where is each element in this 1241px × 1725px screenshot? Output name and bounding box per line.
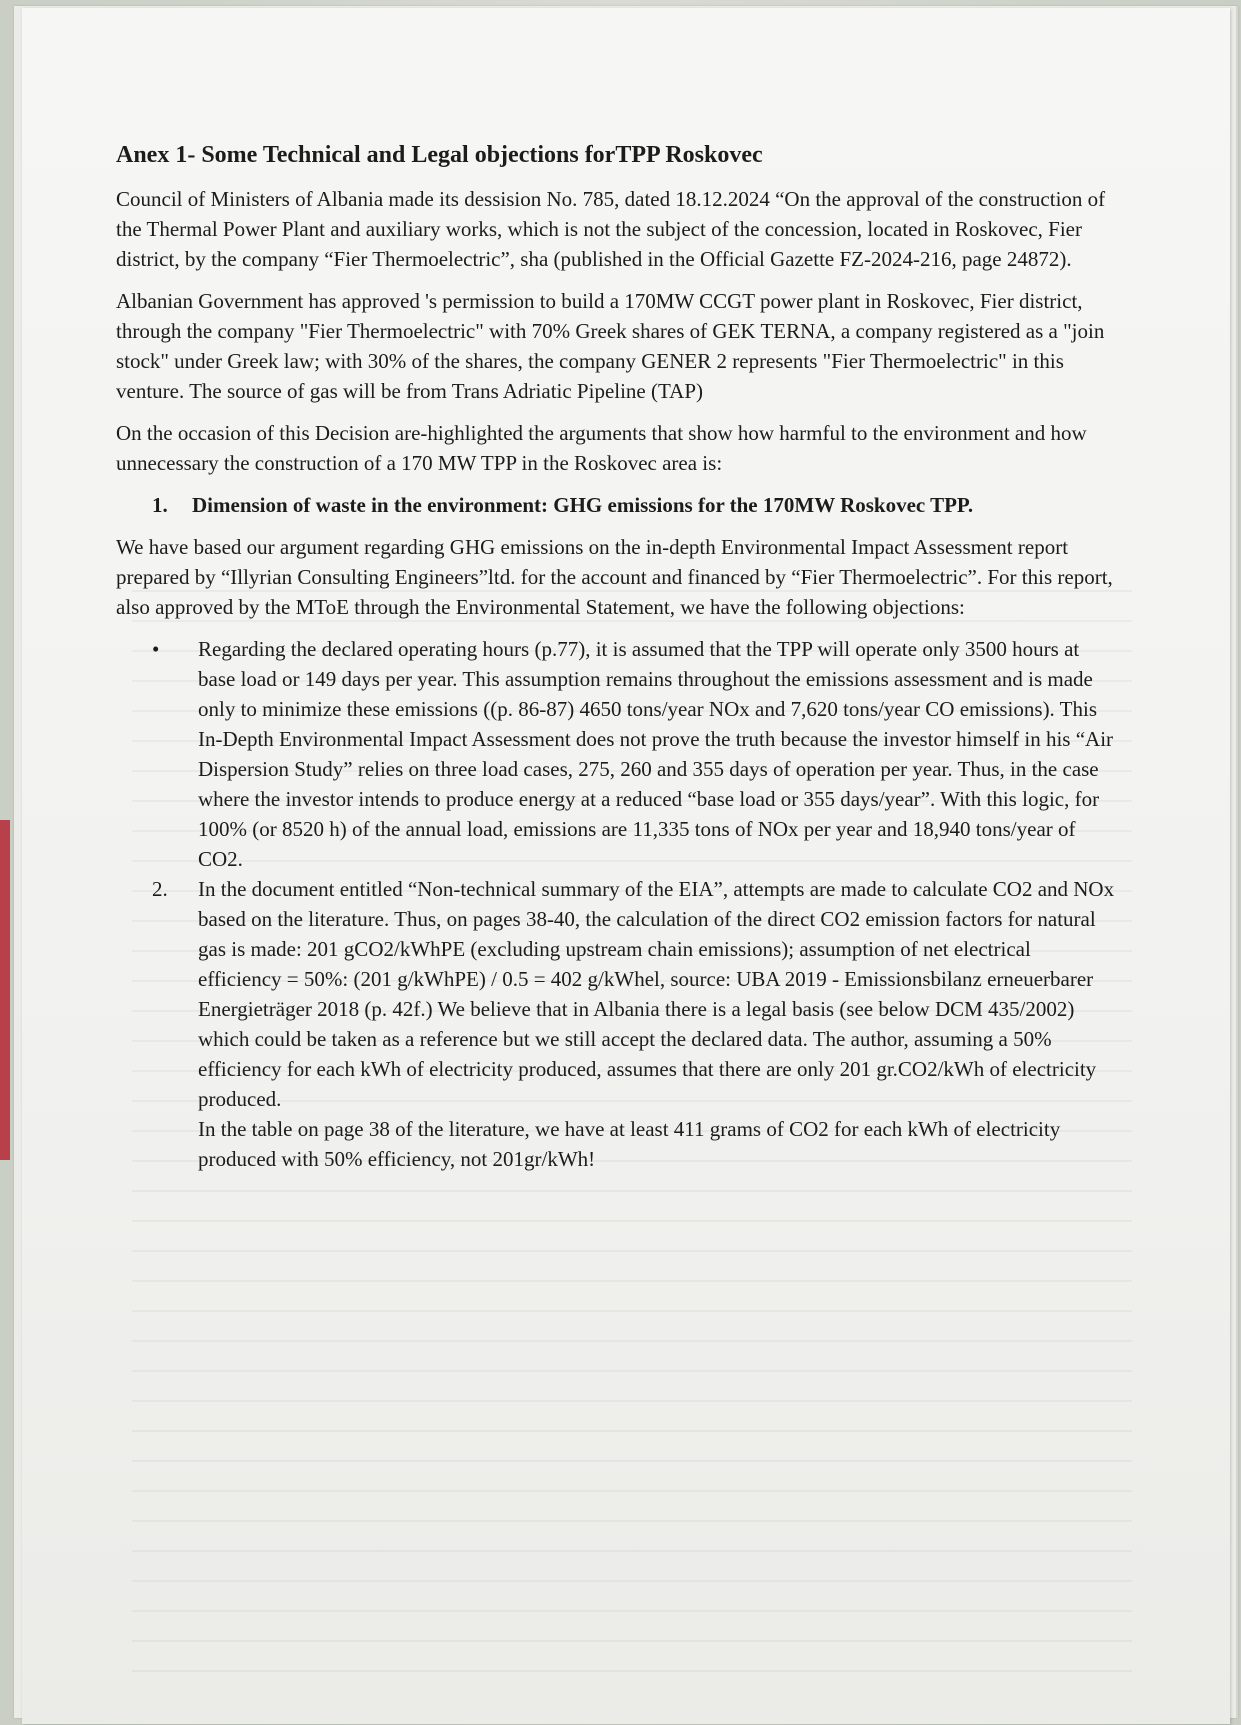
- bullet-list: [116, 634, 1116, 874]
- list-item: [116, 634, 1116, 874]
- section-heading-text: Dimension of waste in the environment: GHG emissions for the 170MW Roskovec TPP.: [192, 493, 974, 517]
- bullet-marker: •: [152, 637, 160, 661]
- section-heading: [116, 490, 1116, 520]
- paragraph-permission: Albanian Government has approved 's permission to build a 170MW CCGT power plant in Roskovec, Fier district, through the company "Fier Thermoelectric" with 70% Greek shares of GEK TERNA, a company registered as a "join stock" under Greek law; with 30% of the shares, the company GENER 2 represents "Fier Thermoelectric" in this venture. The source of gas will be from Trans Adriatic Pipeline (TAP): [116, 289, 1105, 403]
- paragraph-decision: Council of Ministers of Albania made its dessision No. 785, dated 18.12.2024 “On the approval of the construction of the Thermal Power Plant and auxiliary works, which is not the subject of the concession, located in Roskovec, Fier district, by the company “Fier Thermoelectric”, sha (published in the Official Gazette FZ-2024-216, page 24872).: [116, 187, 1106, 271]
- item-number: 2.: [152, 877, 168, 901]
- paragraph-arguments: On the occasion of this Decision are-highlighted the arguments that show how harmful to the environment and how unnecessary the construction of a 170 MW TPP in the Roskovec area is:: [116, 421, 1087, 475]
- document-content: [116, 140, 1116, 1174]
- background-red-edge: [0, 820, 10, 1160]
- item-text-continued: In the table on page 38 of the literature, we have at least 411 grams of CO2 for each kWh of electricity produced with 50% efficiency, not 201gr/kWh!: [198, 1117, 1061, 1171]
- item-body: [198, 874, 1116, 1174]
- item-text: In the document entitled “Non-technical summary of the EIA”, attempts are made to calculate CO2 and NOx based on the literature. Thus, on pages 38-40, the calculation of the direct CO2 emission factors for natural gas is made: 201 gCO2/kWhPE (excluding upstream chain emissions); assumption of net electrical efficiency = 50%: (201 g/kWhPE) / 0.5 = 402 g/kWhel, source: UBA 2019 - Emissionsbilanz erneuerbarer Energieträger 2018 (p. 42f.) We believe that in Albania there is a legal basis (see below DCM 435/2002) which could be taken as a reference but we still accept the declared data. The author, assuming a 50% efficiency for each kWh of electricity produced, assumes that there are only 201 gr.CO2/kWh of electricity produced.: [198, 877, 1115, 1111]
- document-title: Anex 1- Some Technical and Legal objections forTPP Roskovec: [116, 142, 763, 168]
- section-number: 1.: [152, 493, 168, 517]
- numbered-list: [116, 874, 1116, 1174]
- list-item: [116, 874, 1116, 1174]
- paragraph-ghg-intro: We have based our argument regarding GHG emissions on the in-depth Environmental Impact Assessment report prepared by “Illyrian Consulting Engineers”ltd. for the account and financed by “Fier Thermoelectric”. For this report, also approved by the MToE through the Environmental Statement, we have the following objections:: [116, 535, 1113, 619]
- bullet-text: Regarding the declared operating hours (p.77), it is assumed that the TPP will operate only 3500 hours at base load or 149 days per year. This assumption remains throughout the emissions assessment and is made only to minimize these emissions ((p. 86-87) 4650 tons/year NOx and 7,620 tons/year CO emissions). This In-Depth Environmental Impact Assessment does not prove the truth because the investor himself in his “Air Dispersion Study” relies on three load cases, 275, 260 and 355 days of operation per year. Thus, in the case where the investor intends to produce energy at a reduced “base load or 355 days/year”. With this logic, for 100% (or 8520 h) of the annual load, emissions are 11,335 tons of NOx per year and 18,940 tons/year of CO2.: [198, 637, 1114, 871]
